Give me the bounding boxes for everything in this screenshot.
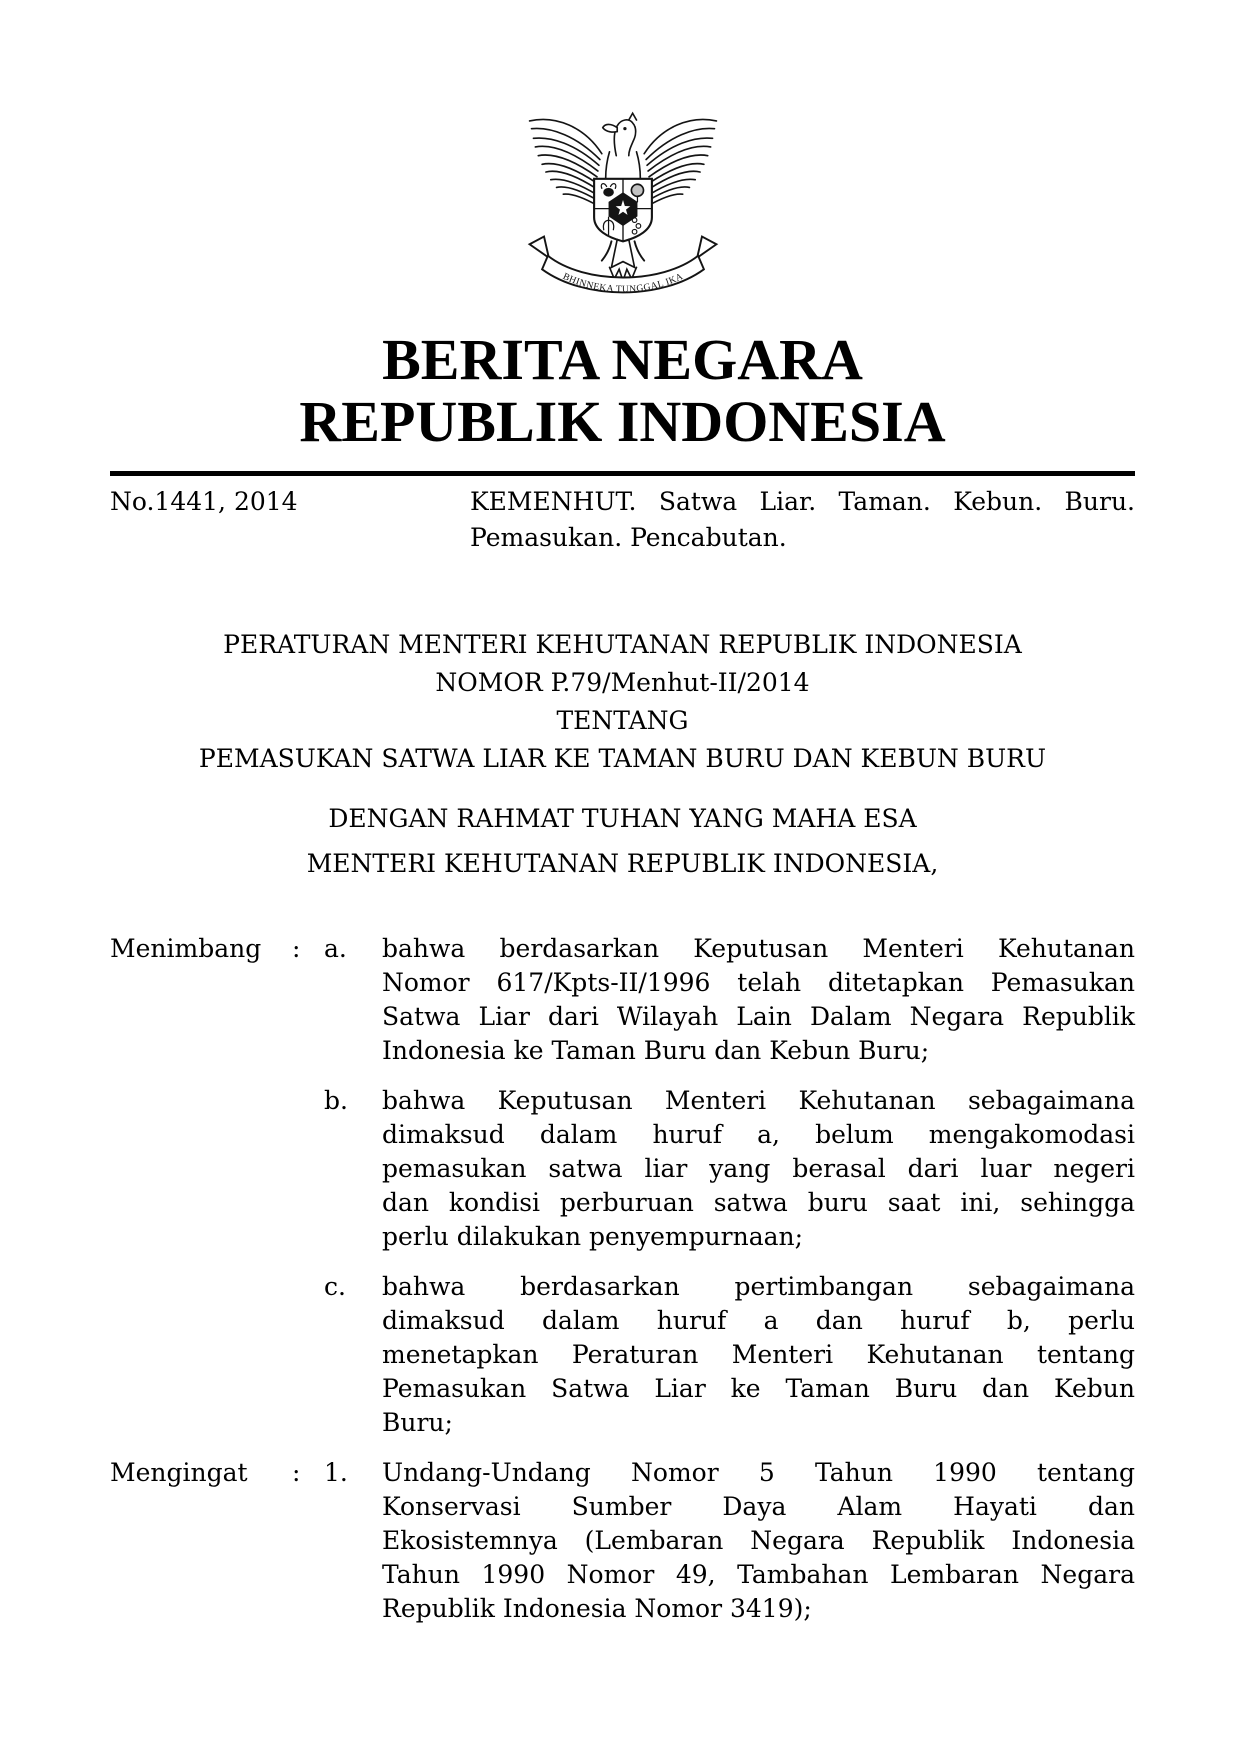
regulation-title: PERATURAN MENTERI KEHUTANAN REPUBLIK INDONESIA (223, 630, 1022, 659)
item-text: bahwa berdasarkan pertimbangan sebagaimana dimaksud dalam huruf a dan huruf b, perlu menetapkan Peraturan Menteri Kehutanan tentang Pemasukan Satwa Liar ke Taman Buru dan Kebun Buru; (382, 1272, 1135, 1437)
regulation-tentang: TENTANG (556, 706, 689, 735)
gazette-abstract-line2: Pemasukan. Pencabutan. (470, 523, 787, 552)
consideration-item-b (110, 1084, 1135, 1254)
invocation-line: DENGAN RAHMAT TUHAN YANG MAHA ESA (328, 804, 917, 833)
item-text: Undang-Undang Nomor 5 Tahun 1990 tentang Konservasi Sumber Daya Alam Hayati dan Ekosistemnya (Lembaran Negara Republik Indonesia Tahun 1990 Nomor 49, Tambahan Lembaran Negara Republik Indonesia Nomor 3419); (382, 1458, 1135, 1623)
masthead-title-line1: BERITA NEGARA (382, 327, 863, 392)
masthead-rule (110, 471, 1135, 476)
regulation-number: NOMOR P.79/Menhut-II/2014 (435, 668, 810, 697)
item-text: bahwa berdasarkan Keputusan Menteri Kehutanan Nomor 617/Kpts-II/1996 telah ditetapkan Pemasukan Satwa Liar dari Wilayah Lain Dalam Negara Republik Indonesia ke Taman Buru dan Kebun Buru; (382, 934, 1135, 1065)
legal-basis-item-1 (110, 1456, 1135, 1626)
legal-basis-label: Mengingat (110, 1458, 248, 1487)
considerations-separator: : (292, 934, 301, 963)
item-text: bahwa Keputusan Menteri Kehutanan sebagaimana dimaksud dalam huruf a, belum mengakomodasi pemasukan satwa liar yang berasal dari luar negeri dan kondisi perburuan satwa buru saat ini, sehingga perlu dilakukan penyempurnaan; (382, 1086, 1135, 1251)
clauses-section (110, 932, 1135, 1626)
gazette-number: No.1441, 2014 (110, 487, 298, 516)
emblem-container (110, 94, 1135, 303)
gazette-abstract (470, 484, 1135, 556)
regulation-subject: PEMASUKAN SATWA LIAR KE TAMAN BURU DAN KEBUN BURU (198, 744, 1047, 773)
legal-basis-separator: : (292, 1458, 301, 1487)
garuda-pancasila-icon (517, 94, 729, 303)
item-marker: 1. (324, 1458, 348, 1487)
authority-line: MENTERI KEHUTANAN REPUBLIK INDONESIA, (306, 849, 939, 878)
item-marker: c. (324, 1272, 346, 1301)
consideration-item-a (110, 932, 1135, 1068)
item-marker: a. (324, 934, 347, 963)
gazette-masthead (110, 329, 1135, 453)
considerations-label: Menimbang (110, 934, 262, 963)
emblem-motto: BHINNEKA TUNGGAL IKA (560, 270, 685, 295)
invocation-block (110, 796, 1135, 886)
item-marker: b. (324, 1086, 348, 1115)
consideration-item-c (110, 1270, 1135, 1440)
masthead-title-line2: REPUBLIK INDONESIA (299, 389, 946, 454)
gazette-abstract-line1: KEMENHUT. Satwa Liar. Taman. Kebun. Buru. (470, 487, 1135, 516)
regulation-heading (110, 626, 1135, 778)
gazette-info-row (110, 484, 1135, 556)
